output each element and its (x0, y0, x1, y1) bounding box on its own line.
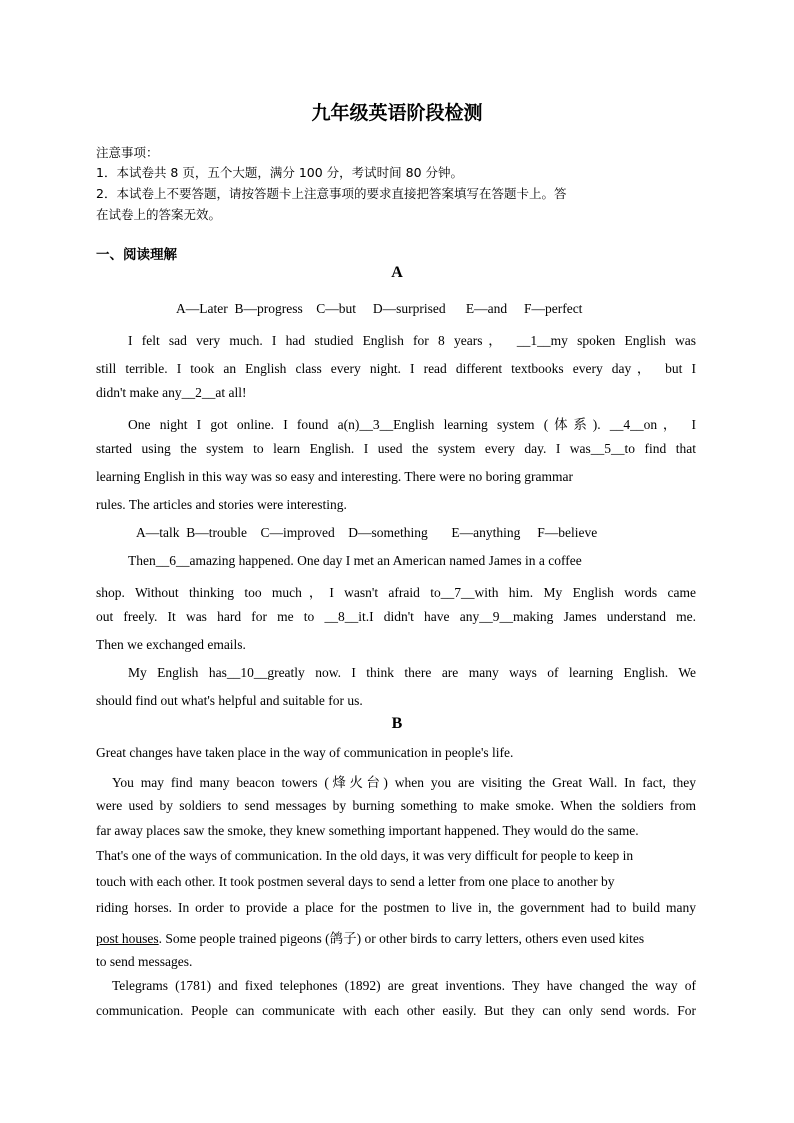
page-title: 九年级英语阶段检测 (311, 102, 483, 124)
passage-line: touch with each other. It took postmen several days to send a letter from one place to another by (96, 874, 615, 889)
notice-item: 在试卷上的答案无效。 (96, 207, 222, 222)
passage-line: were used by soldiers to send messages by burning something to make smoke. When the soldiers from (96, 798, 696, 813)
passage-line: That's one of the ways of communication. In the old days, it was very difficult for people to keep in (96, 848, 634, 863)
passage-a-label: A (391, 264, 403, 281)
passage-line (96, 927, 696, 947)
passage-line: to send messages. (96, 954, 193, 969)
passage-line: Then we exchanged emails. (96, 637, 246, 652)
passage-line: rules. The articles and stories were interesting. (96, 497, 347, 512)
passage-line: One night I got online. I found a(n)__3__English learning system (体系). __4__on， I (128, 417, 696, 432)
passage-line: should find out what's helpful and suitable for us. (96, 693, 363, 708)
passage-line: still terrible. I took an English class every night. I read different textbooks every day， but I (96, 361, 696, 376)
passage-line: started using the system to learn English. I used the system every day. I was__5__to find that (96, 441, 696, 456)
passage-line: Great changes have taken place in the way of communication in people's life. (96, 745, 514, 760)
passage-line: riding horses. In order to provide a place for the postmen to live in, the government had to build many (96, 900, 696, 915)
underlined-term: post houses (96, 931, 159, 946)
notice-heading: 注意事项： (96, 145, 159, 160)
line-text: . Some people trained pigeons (鸽子) or other birds to carry letters, others even used kites (158, 931, 645, 946)
passage-line: My English has__10__greatly now. I think there are many ways of learning English. We (128, 665, 696, 680)
passage-line: learning English in this way was so easy and interesting. There were no boring grammar (96, 469, 574, 484)
passage-line: communication. People can communicate with each other easily. But they can only send words. For (96, 1003, 696, 1018)
notice-item: 2．本试卷上不要答题，请按答题卡上注意事项的要求直接把答案填写在答题卡上。答 (96, 186, 567, 201)
passage-line: didn't make any__2__at all! (96, 385, 247, 400)
notice-item: 1．本试卷共 8 页，五个大题，满分 100 分，考试时间 80 分钟。 (96, 165, 464, 180)
passage-line: far away places saw the smoke, they knew something important happened. They would do the same. (96, 823, 639, 838)
passage-line: I felt sad very much. I had studied English for 8 years， __1__my spoken English was (128, 333, 696, 348)
passage-line: out freely. It was hard for me to __8__it.I didn't have any__9__making James understand me. (96, 609, 696, 624)
passage-line: Telegrams (1781) and fixed telephones (1892) are great inventions. They have changed the way of (112, 978, 696, 993)
passage-b-label: B (391, 715, 403, 732)
passage-line: You may find many beacon towers (烽火台) when you are visiting the Great Wall. In fact, they (112, 775, 696, 790)
word-options-1: A—Later B—progress C—but D—surprised E—and F—perfect (176, 301, 583, 316)
passage-line: shop. Without thinking too much，I wasn't afraid to__7__with him. My English words came (96, 585, 696, 600)
passage-line: Then__6__amazing happened. One day I met an American named James in a coffee (128, 553, 582, 568)
word-options-2: A—talk B—trouble C—improved D—something E—anything F—believe (136, 525, 598, 540)
section-heading-reading: 一、阅读理解 (96, 247, 177, 263)
